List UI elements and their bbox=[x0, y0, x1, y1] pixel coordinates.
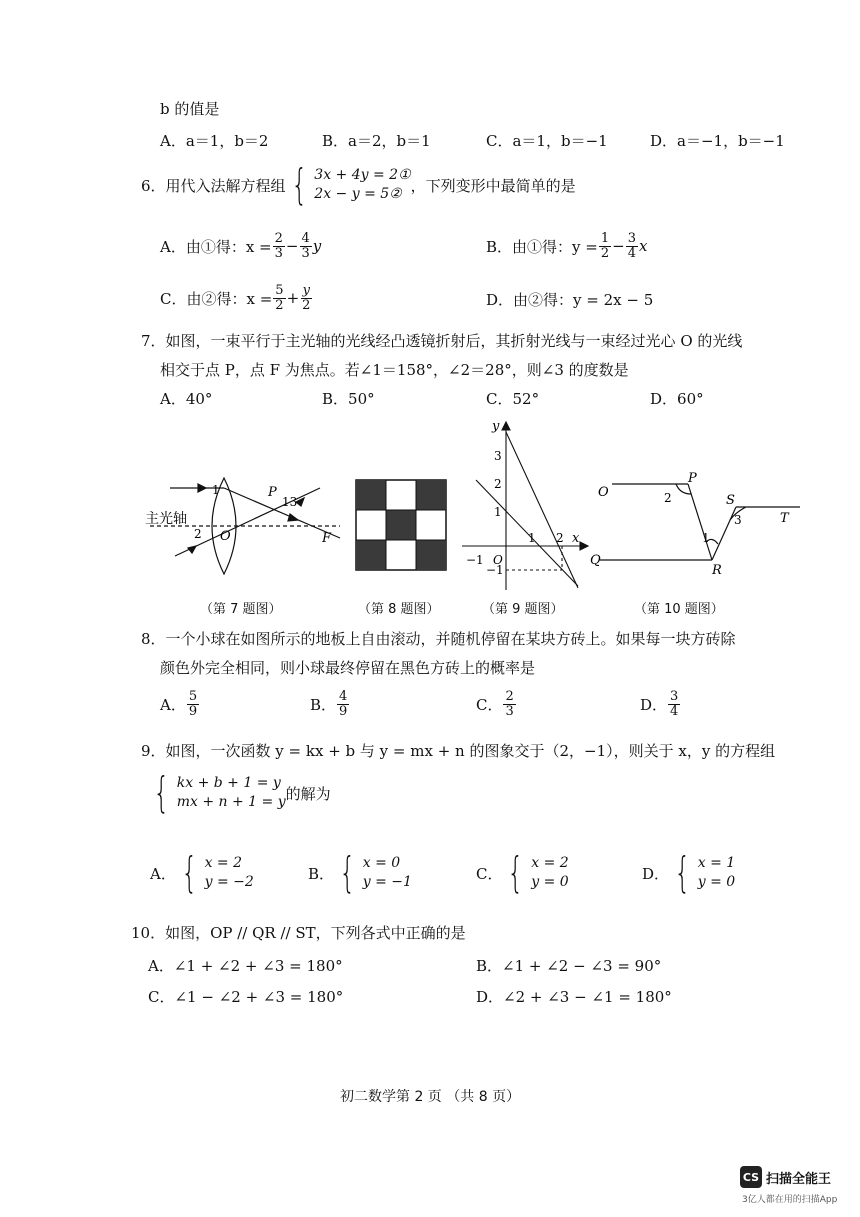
q9-line1: 9．如图，一次函数 y = kx + b 与 y = mx + n 的图象交于（2，−1），则关于 x，y 的方程组 bbox=[141, 742, 776, 760]
q6-stem bbox=[141, 160, 576, 209]
arrow-icon bbox=[288, 514, 298, 521]
q6-suffix: ，下列变形中最简单的是 bbox=[410, 176, 576, 195]
fraction: $\frac{4}{9}$ bbox=[339, 689, 348, 719]
fig9-tick: −1 bbox=[486, 563, 504, 577]
fig9-tick: 1 bbox=[494, 505, 502, 519]
q9-option-a: A． { x = 2 y = −2 bbox=[150, 848, 254, 897]
fraction: $\frac{3}{4}$ bbox=[627, 231, 636, 261]
q7-option-d: D．60° bbox=[650, 390, 704, 408]
fraction: $\frac{2}{3}$ bbox=[274, 231, 283, 261]
black-tile bbox=[356, 480, 386, 510]
q6-c-label: C．由②得：x = bbox=[160, 289, 273, 308]
q9-option-c: C． { x = 2 y = 0 bbox=[476, 848, 569, 897]
q9-system bbox=[148, 768, 331, 817]
q9-sys-tail: 的解为 bbox=[285, 784, 331, 803]
q6-prefix: 6．用代入法解方程组 bbox=[141, 176, 286, 195]
fig9-tick: 3 bbox=[494, 449, 502, 463]
brace-icon: { bbox=[339, 848, 356, 897]
fig7-point-p: P bbox=[268, 485, 277, 500]
watermark-subtitle: 3亿人都在用的扫描App bbox=[742, 1195, 838, 1205]
arrow-icon bbox=[198, 484, 206, 492]
q7-option-c: C．52° bbox=[486, 390, 540, 408]
q10-option-c: C．∠1 − ∠2 + ∠3 = 180° bbox=[148, 988, 344, 1006]
black-tile bbox=[386, 510, 416, 540]
line-y-kx-b bbox=[506, 432, 578, 588]
q10-option-b: B．∠1 + ∠2 − ∠3 = 90° bbox=[476, 957, 662, 975]
fig10-point-o: O bbox=[598, 485, 609, 500]
fig10-point-p: P bbox=[688, 471, 697, 486]
watermark-name: 扫描全能王 bbox=[766, 1171, 832, 1187]
q5-option-c: C．a＝1，b＝−1 bbox=[486, 132, 608, 150]
figure-10 bbox=[600, 484, 800, 560]
q7-option-b: B．50° bbox=[322, 390, 375, 408]
q5-tail: b 的值是 bbox=[160, 100, 220, 118]
fig9-y-label: y bbox=[492, 419, 500, 434]
fraction: $\frac{y}{2}$ bbox=[302, 283, 311, 313]
camscanner-logo-icon: CS bbox=[740, 1166, 762, 1188]
brace-icon: { bbox=[181, 848, 198, 897]
q9-option-b: B． { x = 0 y = −1 bbox=[308, 848, 412, 897]
scanner-watermark bbox=[740, 1166, 831, 1188]
fig10-angle-2: 2 bbox=[664, 491, 672, 505]
q6-option-d: D．由②得：y = 2x − 5 bbox=[486, 291, 654, 309]
q5-option-a: A．a＝1，b＝2 bbox=[160, 132, 269, 150]
fig10-point-t: T bbox=[780, 511, 789, 526]
q8-line1: 8．一个小球在如图所示的地板上自由滚动，并随机停留在某块方砖上。如果每一块方砖除 bbox=[141, 630, 736, 648]
fig10-point-r: R bbox=[712, 563, 722, 578]
q10-option-a: A．∠1 + ∠2 + ∠3 = 180° bbox=[148, 957, 343, 975]
segment-pr bbox=[688, 484, 712, 560]
arrow-icon bbox=[502, 422, 510, 430]
q7-line1: 7．如图，一束平行于主光轴的光线经凸透镜折射后，其折射光线与一束经过光心 O 的光线 bbox=[141, 332, 743, 350]
q6-option-a: A．由①得：x = $\frac{2}{3}$ − $\frac{4}{3}$ y bbox=[160, 231, 322, 261]
brace-icon: { bbox=[507, 848, 524, 897]
arrow-icon bbox=[580, 542, 588, 550]
fig7-point-o: O bbox=[220, 529, 231, 544]
brace-icon: { bbox=[290, 160, 307, 209]
fig7-axis-label: 主光轴 bbox=[145, 511, 187, 527]
black-tile bbox=[356, 540, 386, 570]
fig7-point-f: F bbox=[322, 531, 332, 546]
q8-option-a: A． $\frac{5}{9}$ bbox=[160, 689, 198, 719]
fig10-point-q: Q bbox=[590, 553, 601, 568]
figure-8 bbox=[356, 480, 446, 570]
q9-option-d: D． { x = 1 y = 0 bbox=[642, 848, 736, 897]
arrow-icon bbox=[188, 546, 196, 553]
fig7-angle-1: 1 bbox=[212, 483, 220, 497]
caption-fig9: （第 9 题图） bbox=[482, 602, 564, 617]
q6-option-c: C．由②得：x = $\frac{5}{2}$ + $\frac{y}{2}$ bbox=[160, 283, 311, 313]
fig7-angle-13: 13 bbox=[282, 495, 298, 509]
q5-option-b: B．a＝2，b＝1 bbox=[322, 132, 431, 150]
q6-a-label: A．由①得：x = bbox=[160, 237, 272, 256]
q9-sys-eq1: kx + b + 1 = y bbox=[176, 775, 281, 792]
q6-eq1: 3x + 4y = 2① bbox=[314, 167, 411, 184]
q6-system bbox=[286, 160, 411, 209]
fig10-angle-3: 3 bbox=[734, 513, 742, 527]
q7-option-a: A．40° bbox=[160, 390, 213, 408]
q8-option-c: C． $\frac{2}{3}$ bbox=[476, 689, 514, 719]
q8-option-d: D． $\frac{3}{4}$ bbox=[640, 689, 679, 719]
q6-option-b: B．由①得：y = $\frac{1}{2}$ − $\frac{3}{4}$ x bbox=[486, 231, 648, 261]
fig10-point-s: S bbox=[726, 493, 735, 508]
fig9-origin: O bbox=[493, 553, 503, 567]
q9-sys-eq2: mx + n + 1 = y bbox=[176, 794, 286, 810]
caption-fig8: （第 8 题图） bbox=[358, 602, 440, 617]
brace-icon: { bbox=[153, 768, 170, 817]
fig9-tick: 2 bbox=[494, 477, 502, 491]
caption-fig10: （第 10 题图） bbox=[634, 602, 724, 617]
q5-option-d: D．a＝−1，b＝−1 bbox=[650, 132, 785, 150]
black-tile bbox=[416, 540, 446, 570]
q6-eq2: 2x − y = 5② bbox=[314, 186, 402, 202]
page-footer: 初二数学第 2 页 （共 8 页） bbox=[340, 1089, 521, 1105]
fraction: $\frac{4}{3}$ bbox=[301, 231, 310, 261]
fig9-tick: 1 bbox=[528, 531, 536, 545]
fig9-x-label: x bbox=[572, 531, 580, 546]
q8-line2: 颜色外完全相同，则小球最终停留在黑色方砖上的概率是 bbox=[160, 659, 536, 677]
fraction: $\frac{2}{3}$ bbox=[505, 689, 514, 719]
caption-fig7: （第 7 题图） bbox=[200, 602, 282, 617]
brace-icon: { bbox=[674, 848, 691, 897]
q10-option-d: D．∠2 + ∠3 − ∠1 = 180° bbox=[476, 988, 672, 1006]
fig9-tick: −1 bbox=[466, 553, 484, 567]
fraction: $\frac{5}{2}$ bbox=[275, 283, 284, 313]
figures-row bbox=[0, 410, 860, 600]
fig9-tick: 2 bbox=[556, 531, 564, 545]
fig7-angle-2: 2 bbox=[194, 527, 202, 541]
fraction: $\frac{3}{4}$ bbox=[670, 689, 679, 719]
q6-b-label: B．由①得：y = bbox=[486, 237, 598, 256]
q8-option-b: B． $\frac{4}{9}$ bbox=[310, 689, 348, 719]
segment-rs bbox=[712, 507, 736, 560]
fraction: $\frac{1}{2}$ bbox=[600, 231, 610, 261]
q10-line1: 10．如图，OP // QR // ST，下列各式中正确的是 bbox=[131, 924, 466, 942]
q7-line2: 相交于点 P，点 F 为焦点。若∠1＝158°，∠2＝28°，则∠3 的度数是 bbox=[160, 361, 629, 379]
fig10-angle-1: 1 bbox=[702, 531, 710, 545]
black-tile bbox=[416, 480, 446, 510]
fraction: $\frac{5}{9}$ bbox=[188, 689, 198, 719]
